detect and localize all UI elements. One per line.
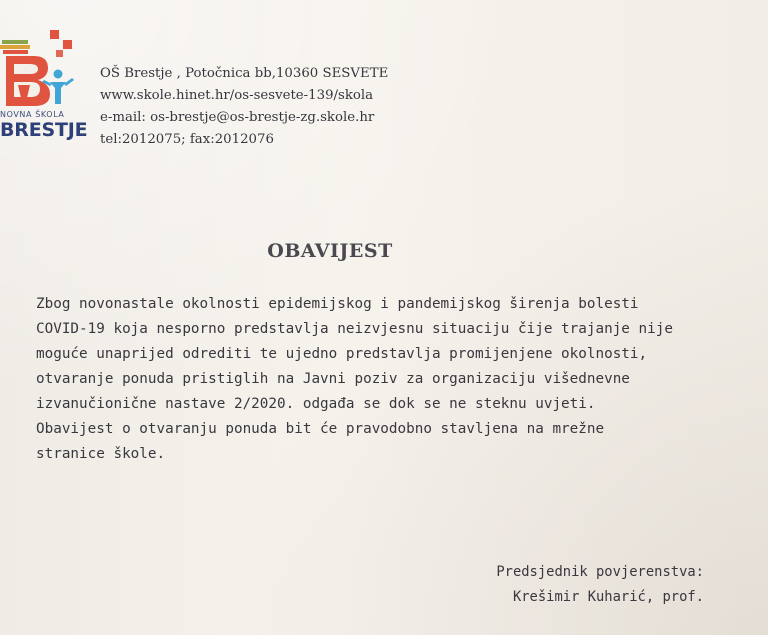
notice-line: moguće unaprijed odrediti te ujedno predstavlja promijenjene okolnosti, bbox=[36, 346, 648, 362]
signature-block bbox=[496, 560, 704, 610]
notice-title: OBAVIJEST bbox=[267, 240, 393, 262]
logo-school-name: BRESTJE bbox=[0, 119, 88, 141]
school-logo bbox=[0, 22, 88, 142]
school-email: e-mail: os-brestje@os-brestje-zg.skole.hr bbox=[100, 110, 375, 125]
school-phone: tel:2012075; fax:2012076 bbox=[100, 132, 274, 147]
school-address: OŠ Brestje , Potočnica bb,10360 SESVETE bbox=[100, 66, 389, 81]
signature-role: Predsjednik povjerenstva: bbox=[496, 564, 704, 580]
notice-line: Zbog novonastale okolnosti epidemijskog i pandemijskog širenja bolesti bbox=[36, 296, 639, 312]
notice-line: COVID-19 koja nesporno predstavlja neizvjesnu situaciju čije trajanje nije bbox=[36, 321, 673, 337]
school-logo-graphic bbox=[0, 22, 80, 112]
notice-body bbox=[36, 292, 673, 467]
school-contact-block bbox=[100, 63, 388, 151]
notice-line: stranice škole. bbox=[36, 446, 166, 462]
logo-subtitle: NOVNA ŠKOLA bbox=[0, 110, 65, 119]
notice-line: izvanučionične nastave 2/2020. odgađa se dok se ne steknu uvjeti. bbox=[36, 396, 596, 412]
notice-line: Obavijest o otvaranju ponuda bit će pravodobno stavljena na mrežne bbox=[36, 421, 605, 437]
school-website: www.skole.hinet.hr/os-sesvete-139/skola bbox=[100, 88, 374, 103]
signature-name: Krešimir Kuharić, prof. bbox=[512, 589, 704, 605]
notice-line: otvaranje ponuda pristiglih na Javni poziv za organizaciju višednevne bbox=[36, 371, 630, 387]
